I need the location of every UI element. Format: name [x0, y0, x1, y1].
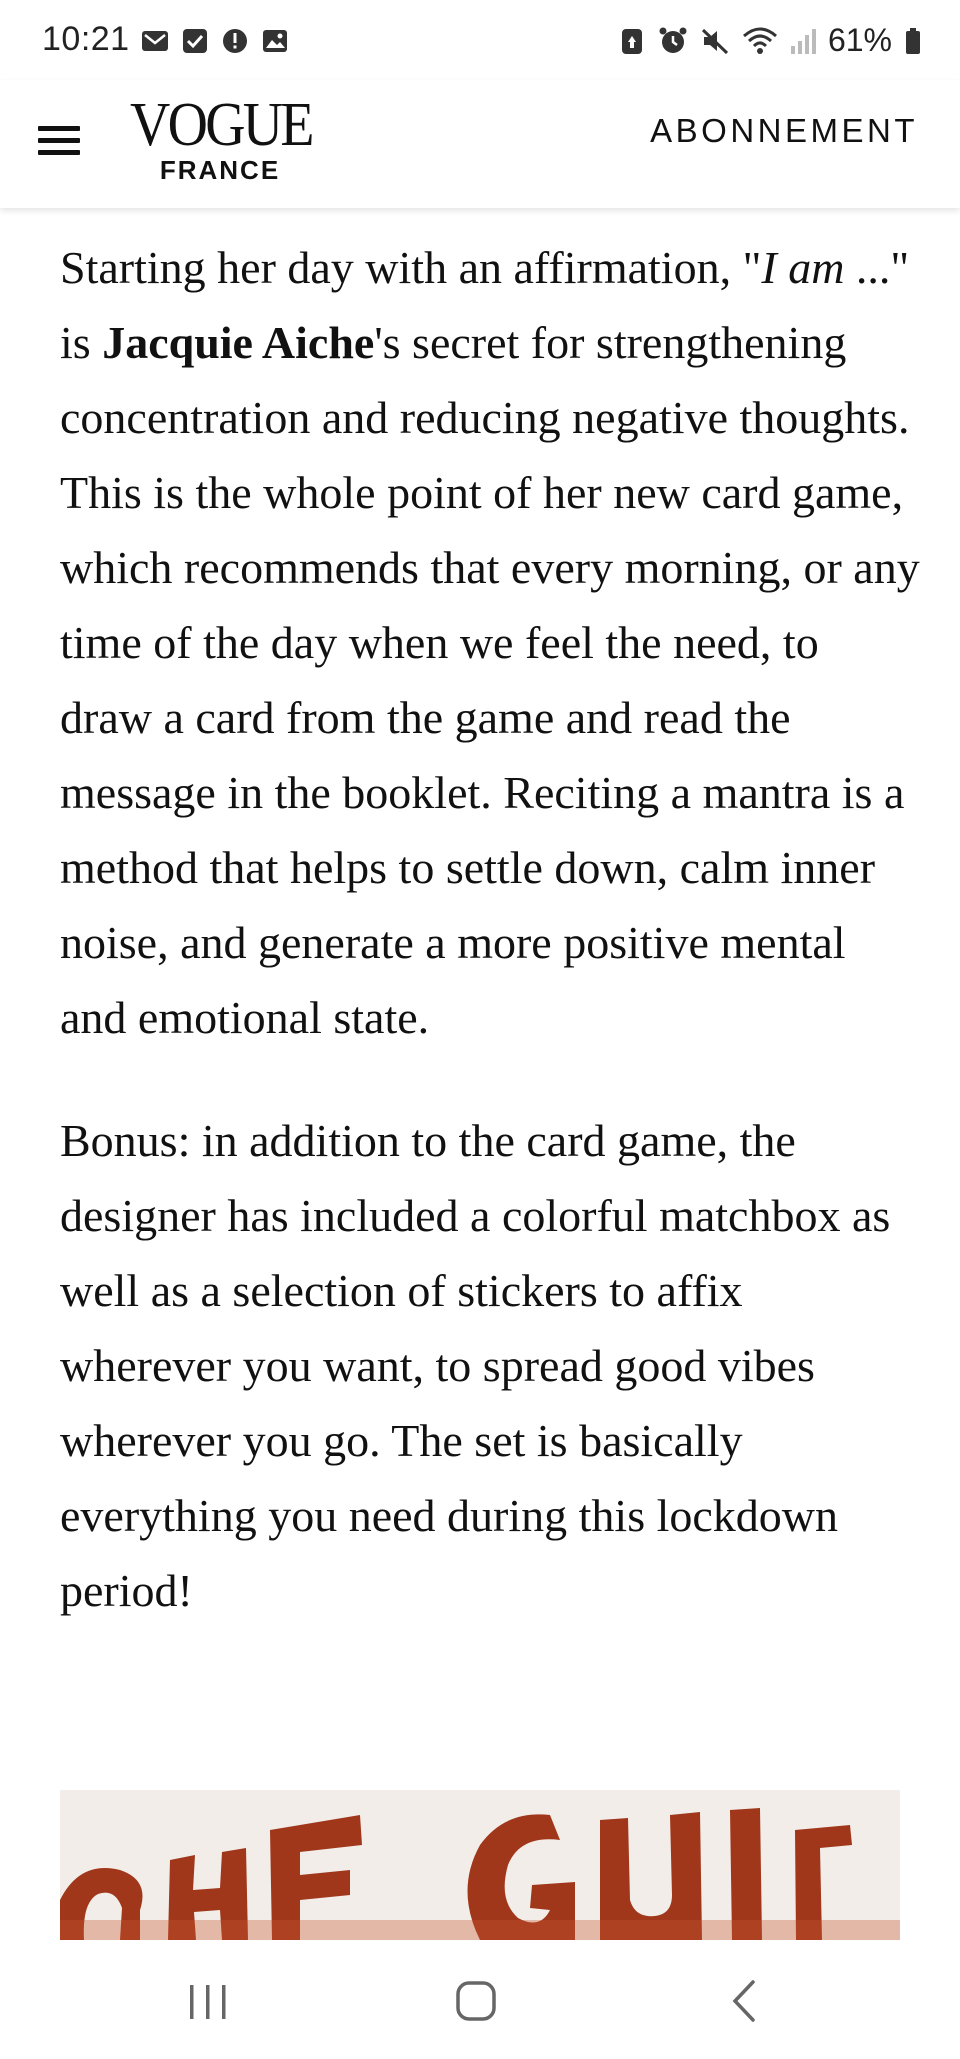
battery-percent: 61% — [827, 22, 892, 58]
recent-apps-icon[interactable] — [168, 1970, 248, 2030]
logo-sub: FRANCE — [159, 155, 281, 185]
alarm-icon — [658, 26, 688, 56]
home-icon[interactable] — [437, 1970, 517, 2030]
image-icon — [260, 26, 290, 56]
subscribe-link[interactable]: ABONNEMENT — [650, 112, 918, 149]
vogue-logo[interactable] — [120, 91, 320, 185]
alert-icon — [220, 26, 250, 56]
article-paragraph: Bonus: in addition to the card game, the designer has included a colorful matchbox as well as a selection of stickers to affix wherever you want, to spread good vibes wherever you go. The set is basically everything you need during this lockdown period! — [60, 1115, 891, 1616]
status-bar — [0, 0, 960, 80]
battery-saver-icon — [618, 26, 646, 56]
emphasis-text: I am — [761, 242, 845, 293]
logo-main: VOGUE — [130, 91, 312, 159]
battery-icon — [904, 26, 922, 56]
status-system-icons — [618, 22, 922, 59]
check-icon — [180, 26, 210, 56]
status-notification-icons — [140, 26, 290, 56]
back-icon[interactable] — [705, 1970, 785, 2030]
status-time: 10:21 — [42, 20, 130, 58]
system-nav-bar — [0, 1940, 960, 2059]
designer-name: Jacquie Aiche — [102, 317, 375, 368]
site-header — [0, 80, 960, 208]
signal-icon — [790, 26, 816, 56]
article-photo — [60, 1790, 900, 1940]
mute-icon — [700, 26, 730, 56]
wifi-icon — [742, 26, 778, 56]
article-body — [60, 230, 920, 1628]
hamburger-menu-icon[interactable] — [38, 122, 82, 158]
article-paragraph: Starting her day with an affirmation, "I am ..." is Jacquie Aiche's secret for strengthening concentration and reducing negative thoughts. This is the whole point of her new card game, which recommends that every morning, or any time of the day when we feel the need, to draw a card from the game and read the message in the booklet. Reciting a mantra is a method that helps to settle down, calm inner noise, and generate a more positive mental and emotional state. — [60, 242, 920, 1043]
mail-icon — [140, 26, 170, 56]
